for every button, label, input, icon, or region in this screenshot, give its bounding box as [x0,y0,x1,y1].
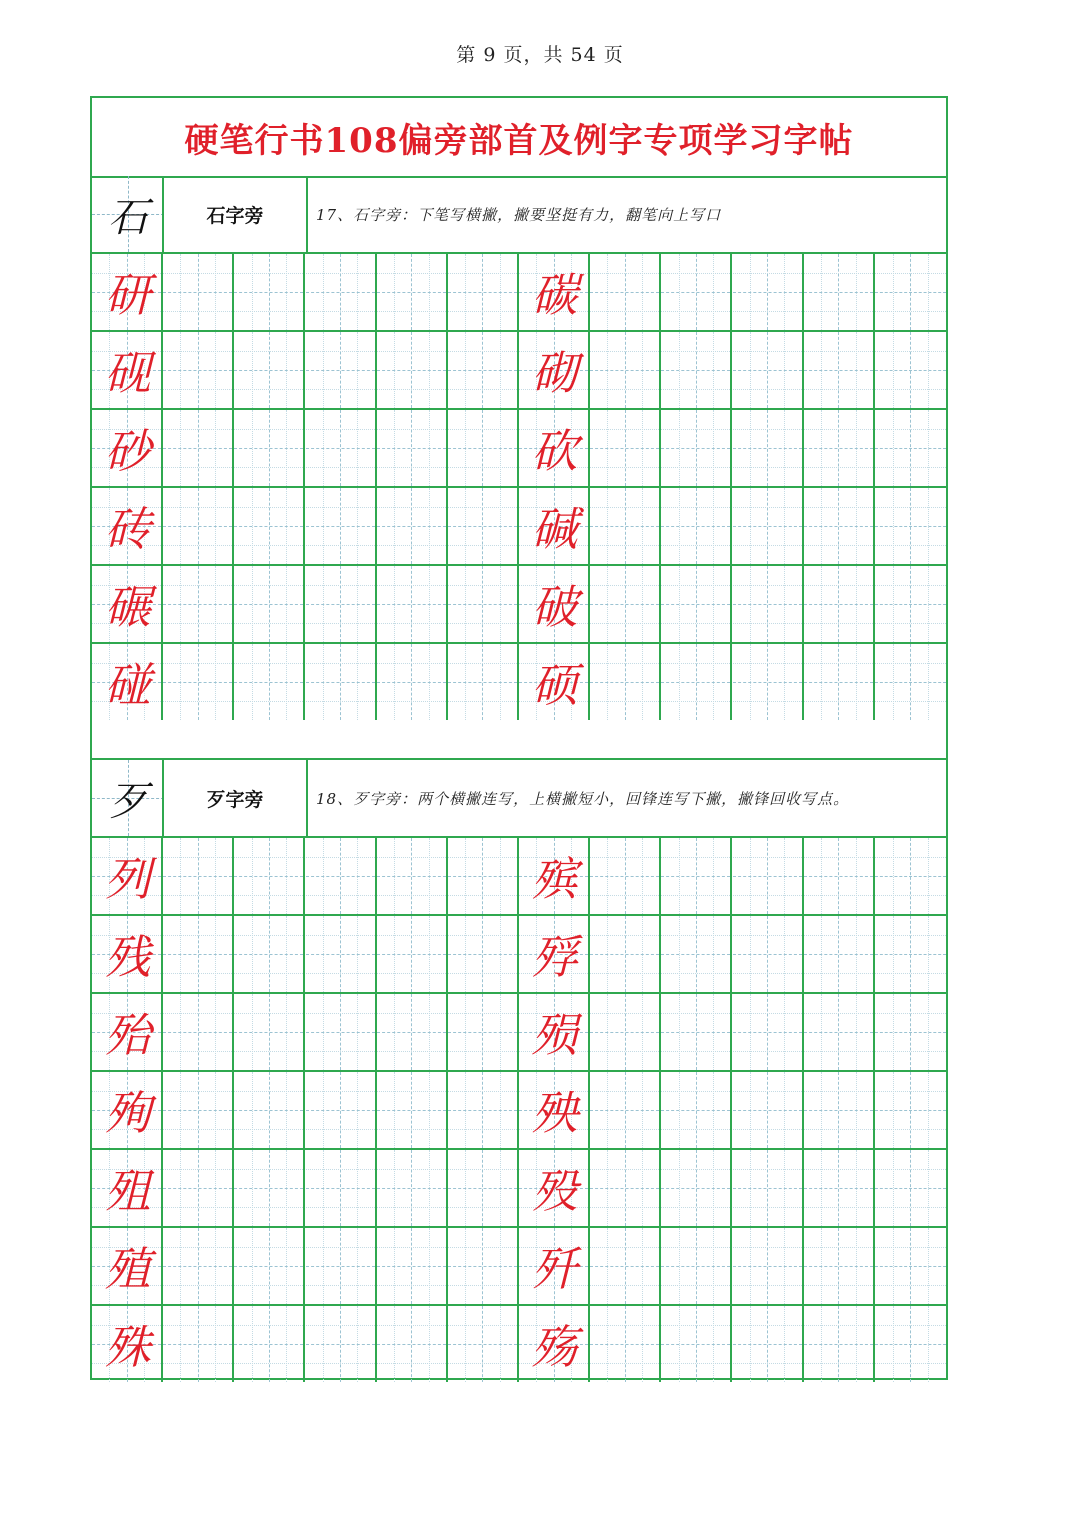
section-header-dai [92,760,946,838]
example-character: 殒 [531,1008,578,1062]
practice-cell [377,1228,448,1304]
practice-cell [804,1072,875,1148]
page-number: 第 9 页，共 54 页 [456,44,624,66]
practice-cell [590,1150,661,1226]
practice-cell [306,838,377,914]
practice-cell [661,410,732,486]
practice-cell [377,488,448,564]
practice-cell [448,566,519,642]
practice-cell [306,916,377,992]
practice-cell [661,916,732,992]
practice-row [92,1228,946,1306]
example-character: 碰 [104,658,151,712]
practice-row [92,488,946,566]
practice-cell [733,916,804,992]
example-character: 殇 [531,1320,578,1374]
example-character: 歼 [531,1242,578,1296]
practice-cell [234,332,305,408]
example-character: 破 [531,580,578,634]
radical-description: 17、石字旁：下笔写横撇，撇要坚挺有力，翻笔向上写口 [316,205,722,224]
practice-cell [661,994,732,1070]
practice-cell [733,254,804,330]
practice-cell [590,566,661,642]
practice-cell [661,488,732,564]
practice-row [92,332,946,410]
practice-cell [590,1306,661,1382]
practice-cell [875,410,946,486]
practice-cell [234,254,305,330]
practice-cell [377,644,448,720]
practice-cell [234,1228,305,1304]
practice-cell [804,644,875,720]
example-character: 砍 [531,424,578,478]
example-character: 殆 [104,1008,151,1062]
practice-cell [661,1150,732,1226]
practice-cell [163,1228,234,1304]
practice-cell [590,1072,661,1148]
practice-cell [804,566,875,642]
practice-cell [234,838,305,914]
practice-cell [234,644,305,720]
example-character: 殃 [531,1086,578,1140]
practice-cell [661,644,732,720]
practice-cell [590,410,661,486]
practice-cell [733,994,804,1070]
practice-cell [590,332,661,408]
practice-grid-shi [92,254,946,722]
practice-cell [234,916,305,992]
practice-cell [377,332,448,408]
practice-cell [234,1150,305,1226]
example-character: 殊 [104,1320,151,1374]
radical-name: 石字旁 [164,176,308,252]
practice-cell [306,410,377,486]
practice-cell [448,838,519,914]
practice-cell [306,254,377,330]
practice-row [92,566,946,644]
practice-cell [875,332,946,408]
practice-cell [377,254,448,330]
example-character: 碳 [531,268,578,322]
practice-cell [804,1150,875,1226]
practice-cell [875,916,946,992]
practice-cell [163,994,234,1070]
practice-cell [448,916,519,992]
practice-cell [804,254,875,330]
practice-cell [733,332,804,408]
practice-cell [234,566,305,642]
example-character: 砚 [104,346,151,400]
practice-cell [306,566,377,642]
practice-cell [163,644,234,720]
sheet-title: 硬笔行书108偏旁部首及例字专项学习字帖 [92,98,946,178]
practice-row [92,1150,946,1228]
practice-cell [590,916,661,992]
section-header-shi [92,176,946,254]
practice-cell [448,1228,519,1304]
practice-cell [306,1072,377,1148]
example-character: 砖 [104,502,151,556]
practice-cell [875,1072,946,1148]
example-character: 砂 [104,424,151,478]
radical-cell [92,760,164,836]
practice-row [92,410,946,488]
practice-cell [448,1150,519,1226]
practice-cell [377,1150,448,1226]
practice-cell [590,644,661,720]
practice-cell [875,1228,946,1304]
example-character: 碱 [531,502,578,556]
practice-cell [306,644,377,720]
practice-cell [804,488,875,564]
practice-cell [661,1072,732,1148]
practice-cell [590,488,661,564]
practice-cell [163,332,234,408]
practice-cell [163,1306,234,1382]
radical-glyph: 歹 [108,778,148,825]
practice-cell [733,644,804,720]
practice-cell [661,1306,732,1382]
example-character: 研 [104,268,151,322]
practice-row [92,254,946,332]
practice-row [92,644,946,722]
practice-cell [163,1072,234,1148]
practice-cell [163,488,234,564]
practice-cell [448,410,519,486]
practice-cell [448,332,519,408]
practice-cell [377,838,448,914]
practice-grid-dai [92,838,946,1384]
practice-cell [875,838,946,914]
practice-cell [804,332,875,408]
practice-cell [163,410,234,486]
practice-cell [448,994,519,1070]
practice-cell [804,838,875,914]
radical-description: 18、歹字旁：两个横撇连写，上横撇短小，回锋连写下撇，撇锋回收写点。 [316,789,850,808]
practice-cell [377,1072,448,1148]
practice-cell [234,994,305,1070]
practice-cell [234,1306,305,1382]
example-character: 砌 [531,346,578,400]
practice-cell [377,410,448,486]
practice-cell [733,410,804,486]
practice-cell [733,1150,804,1226]
practice-cell [448,1072,519,1148]
practice-cell [306,1150,377,1226]
practice-cell [804,994,875,1070]
practice-cell [875,254,946,330]
practice-cell [306,1306,377,1382]
practice-cell [875,566,946,642]
practice-cell [875,1306,946,1382]
practice-cell [377,1306,448,1382]
practice-cell [448,254,519,330]
practice-cell [590,994,661,1070]
practice-cell [234,410,305,486]
practice-cell [234,1072,305,1148]
practice-cell [448,644,519,720]
practice-cell [875,488,946,564]
example-character: 殉 [104,1086,151,1140]
practice-cell [163,254,234,330]
example-character: 碾 [104,580,151,634]
practice-row [92,916,946,994]
example-character: 残 [104,930,151,984]
example-character: 殍 [531,930,578,984]
example-character: 列 [104,852,151,906]
example-character: 殂 [104,1164,151,1218]
practice-cell [234,488,305,564]
example-character: 殡 [531,852,578,906]
practice-cell [733,1228,804,1304]
practice-cell [661,254,732,330]
practice-cell [661,566,732,642]
practice-cell [733,838,804,914]
practice-cell [804,410,875,486]
practice-cell [163,1150,234,1226]
practice-row [92,838,946,916]
practice-cell [163,566,234,642]
practice-cell [804,916,875,992]
practice-cell [733,1072,804,1148]
practice-cell [875,644,946,720]
radical-cell [92,176,164,252]
practice-cell [733,1306,804,1382]
practice-cell [590,254,661,330]
practice-cell [661,332,732,408]
practice-cell [163,838,234,914]
practice-cell [377,916,448,992]
section-spacer [92,722,946,760]
copybook-sheet [90,96,948,1380]
radical-name: 歹字旁 [164,760,308,836]
practice-cell [875,994,946,1070]
practice-cell [306,488,377,564]
practice-cell [661,1228,732,1304]
practice-cell [590,1228,661,1304]
practice-cell [875,1150,946,1226]
radical-glyph: 石 [108,194,148,241]
practice-cell [448,488,519,564]
practice-cell [306,1228,377,1304]
practice-cell [377,566,448,642]
practice-row [92,1072,946,1150]
example-character: 硕 [531,658,578,712]
practice-cell [733,488,804,564]
practice-cell [804,1306,875,1382]
example-character: 殖 [104,1242,151,1296]
example-character: 殁 [531,1164,578,1218]
practice-cell [733,566,804,642]
practice-cell [306,332,377,408]
practice-cell [804,1228,875,1304]
practice-row [92,1306,946,1384]
practice-row [92,994,946,1072]
practice-cell [377,994,448,1070]
practice-cell [448,1306,519,1382]
practice-cell [661,838,732,914]
practice-cell [590,838,661,914]
practice-cell [163,916,234,992]
practice-cell [306,994,377,1070]
